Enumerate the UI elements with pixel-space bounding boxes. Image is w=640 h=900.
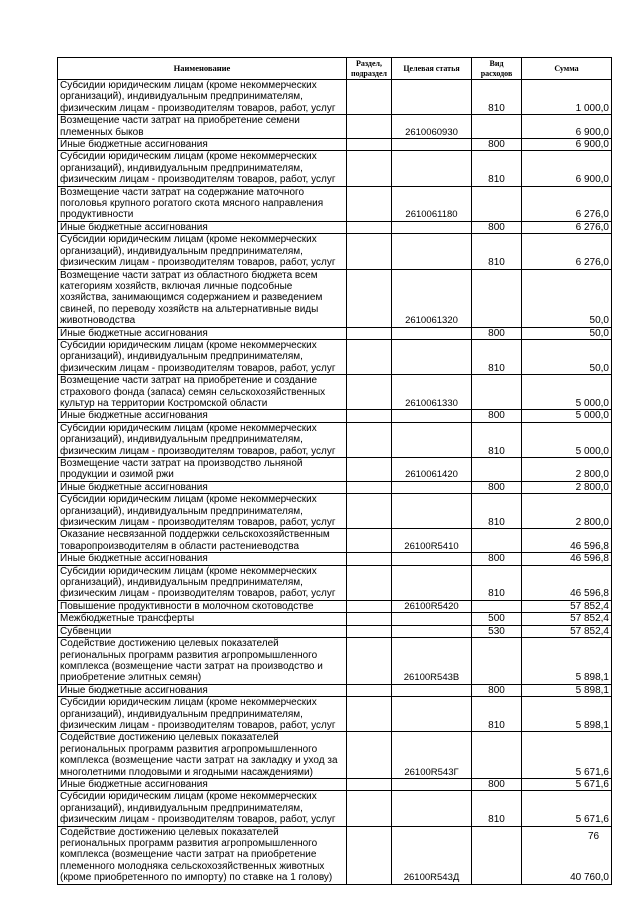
cell-kind: 530 [472, 625, 522, 637]
table-row [58, 600, 612, 612]
cell-sum: 5 898,1 [522, 638, 612, 685]
cell-sum: 50,0 [522, 269, 612, 327]
cell-name: Субсидии юридическим лицам (кроме некоммерческих организаций), индивидуальным предпринимателям, физическим лицам - производителям товаров, работ, услуг [58, 791, 347, 826]
cell-target [392, 422, 472, 457]
cell-section [347, 638, 392, 685]
table-row [58, 269, 612, 327]
cell-target [392, 139, 472, 151]
cell-sum: 6 276,0 [522, 221, 612, 233]
table-body [58, 80, 612, 885]
cell-sum: 46 596,8 [522, 565, 612, 600]
cell-target: 2610061420 [392, 458, 472, 482]
cell-kind: 810 [472, 422, 522, 457]
cell-target: 26100R543Г [392, 732, 472, 779]
cell-section [347, 553, 392, 565]
table-row [58, 115, 612, 139]
table-row [58, 684, 612, 696]
table-row [58, 625, 612, 637]
cell-target [392, 339, 472, 374]
cell-target: 26100R543Д [392, 826, 472, 884]
cell-name: Иные бюджетные ассигнования [58, 481, 347, 493]
cell-target: 26100R5410 [392, 529, 472, 553]
table-row [58, 565, 612, 600]
cell-target [392, 791, 472, 826]
cell-target [392, 553, 472, 565]
cell-section [347, 186, 392, 221]
cell-target [392, 234, 472, 269]
table-row [58, 327, 612, 339]
cell-section [347, 684, 392, 696]
table-row [58, 638, 612, 685]
cell-sum: 5 898,1 [522, 697, 612, 732]
cell-kind [472, 115, 522, 139]
cell-sum: 2 800,0 [522, 494, 612, 529]
cell-name: Возмещение части затрат на приобретение семени племенных быков [58, 115, 347, 139]
cell-section [347, 327, 392, 339]
cell-name: Межбюджетные трансферты [58, 613, 347, 625]
cell-section [347, 422, 392, 457]
table-row [58, 375, 612, 410]
cell-name: Субсидии юридическим лицам (кроме некоммерческих организаций), индивидуальным предпринимателям, физическим лицам - производителям товаров, работ, услуг [58, 151, 347, 186]
table-row [58, 139, 612, 151]
cell-section [347, 826, 392, 884]
cell-sum: 46 596,8 [522, 529, 612, 553]
cell-section [347, 778, 392, 790]
cell-name: Иные бюджетные ассигнования [58, 327, 347, 339]
cell-target [392, 565, 472, 600]
cell-name: Субсидии юридическим лицам (кроме некоммерческих организаций), индивидуальным предпринимателям, физическим лицам - производителям товаров, работ, услуг [58, 422, 347, 457]
table-header-row [58, 58, 612, 80]
cell-section [347, 269, 392, 327]
cell-section [347, 732, 392, 779]
cell-sum: 5 671,6 [522, 732, 612, 779]
budget-table [57, 57, 612, 885]
cell-name: Субсидии юридическим лицам (кроме некоммерческих организаций), индивидуальным предпринимателям, физическим лицам - производителям товаров, работ, услуг [58, 494, 347, 529]
cell-target [392, 684, 472, 696]
cell-name: Повышение продуктивности в молочном скотоводстве [58, 600, 347, 612]
cell-name: Содействие достижению целевых показателей региональных программ развития агропромышленного комплекса (возмещение части затрат на производство и приобретение элитных семян) [58, 638, 347, 685]
cell-kind: 800 [472, 684, 522, 696]
header-name: Наименование [58, 58, 347, 80]
table-row [58, 234, 612, 269]
cell-section [347, 80, 392, 115]
cell-section [347, 494, 392, 529]
cell-kind: 810 [472, 565, 522, 600]
cell-target: 2610061180 [392, 186, 472, 221]
cell-sum: 6 900,0 [522, 115, 612, 139]
cell-target [392, 778, 472, 790]
table-row [58, 422, 612, 457]
cell-target [392, 625, 472, 637]
cell-sum: 5 671,6 [522, 791, 612, 826]
cell-section [347, 613, 392, 625]
cell-sum: 50,0 [522, 339, 612, 374]
cell-name: Иные бюджетные ассигнования [58, 221, 347, 233]
cell-sum: 40 760,0 [522, 826, 612, 884]
header-kind: Вид расходов [472, 58, 522, 80]
cell-sum: 2 800,0 [522, 458, 612, 482]
cell-name: Возмещение части затрат из областного бюджета всем категориям хозяйств, включая личные подсобные хозяйства, занимающимся содержанием и разведением свиней, по переводу хозяйств на альтернативные виды животноводства [58, 269, 347, 327]
table-row [58, 529, 612, 553]
cell-sum: 2 800,0 [522, 481, 612, 493]
header-sum: Сумма [522, 58, 612, 80]
cell-target [392, 410, 472, 422]
cell-name: Иные бюджетные ассигнования [58, 684, 347, 696]
header-section: Раздел, подраздел [347, 58, 392, 80]
page-number: 76 [588, 831, 600, 842]
table-row [58, 791, 612, 826]
cell-section [347, 481, 392, 493]
cell-kind [472, 600, 522, 612]
cell-target [392, 481, 472, 493]
cell-name: Иные бюджетные ассигнования [58, 139, 347, 151]
cell-kind: 810 [472, 697, 522, 732]
cell-target: 26100R5420 [392, 600, 472, 612]
cell-kind: 800 [472, 553, 522, 565]
cell-section [347, 375, 392, 410]
cell-sum: 57 852,4 [522, 625, 612, 637]
cell-sum: 5 000,0 [522, 422, 612, 457]
table-row [58, 553, 612, 565]
cell-section [347, 221, 392, 233]
cell-name: Субсидии юридическим лицам (кроме некоммерческих организаций), индивидуальным предпринимателям, физическим лицам - производителям товаров, работ, услуг [58, 339, 347, 374]
table-row [58, 494, 612, 529]
cell-kind: 810 [472, 339, 522, 374]
cell-kind [472, 529, 522, 553]
cell-target [392, 327, 472, 339]
cell-name: Иные бюджетные ассигнования [58, 778, 347, 790]
table-row [58, 481, 612, 493]
cell-sum: 50,0 [522, 327, 612, 339]
table-row [58, 458, 612, 482]
cell-name: Оказание несвязанной поддержки сельскохозяйственным товаропроизводителям в области растениеводства [58, 529, 347, 553]
cell-kind: 800 [472, 778, 522, 790]
cell-name: Иные бюджетные ассигнования [58, 553, 347, 565]
cell-target: 26100R543В [392, 638, 472, 685]
cell-target [392, 494, 472, 529]
header-target: Целевая статья [392, 58, 472, 80]
cell-sum: 57 852,4 [522, 613, 612, 625]
table-row [58, 697, 612, 732]
cell-kind: 800 [472, 410, 522, 422]
table-row [58, 151, 612, 186]
cell-sum: 6 276,0 [522, 234, 612, 269]
cell-sum: 46 596,8 [522, 553, 612, 565]
cell-section [347, 791, 392, 826]
cell-kind [472, 458, 522, 482]
cell-target [392, 151, 472, 186]
cell-section [347, 234, 392, 269]
cell-section [347, 625, 392, 637]
cell-kind: 810 [472, 151, 522, 186]
cell-section [347, 458, 392, 482]
table-row [58, 339, 612, 374]
cell-section [347, 339, 392, 374]
cell-section [347, 151, 392, 186]
cell-section [347, 600, 392, 612]
cell-kind [472, 638, 522, 685]
table-row [58, 613, 612, 625]
cell-name: Субвенции [58, 625, 347, 637]
cell-section [347, 139, 392, 151]
cell-kind: 500 [472, 613, 522, 625]
cell-target: 2610060930 [392, 115, 472, 139]
cell-name: Возмещение части затрат на приобретение и создание страхового фонда (запаса) семян сельскохозяйственных культур на территории Костромской области [58, 375, 347, 410]
cell-name: Субсидии юридическим лицам (кроме некоммерческих организаций), индивидуальным предпринимателям, физическим лицам - производителям товаров, работ, услуг [58, 697, 347, 732]
cell-sum: 6 900,0 [522, 139, 612, 151]
cell-section [347, 410, 392, 422]
cell-kind: 810 [472, 80, 522, 115]
cell-target [392, 697, 472, 732]
cell-sum: 1 000,0 [522, 80, 612, 115]
cell-section [347, 565, 392, 600]
cell-name: Субсидии юридическим лицам (кроме некоммерческих организаций), индивидуальным предпринимателям, физическим лицам - производителям товаров, работ, услуг [58, 234, 347, 269]
cell-kind [472, 826, 522, 884]
cell-kind [472, 375, 522, 410]
table-row [58, 80, 612, 115]
cell-name: Содействие достижению целевых показателей региональных программ развития агропромышленного комплекса (возмещение части затрат на закладку и уход за многолетними плодовыми и ягодными насаждениями) [58, 732, 347, 779]
cell-sum: 5 000,0 [522, 375, 612, 410]
cell-target [392, 221, 472, 233]
table-row [58, 221, 612, 233]
cell-sum: 6 900,0 [522, 151, 612, 186]
cell-target: 2610061320 [392, 269, 472, 327]
cell-kind [472, 186, 522, 221]
cell-kind [472, 269, 522, 327]
cell-sum: 57 852,4 [522, 600, 612, 612]
cell-kind: 800 [472, 481, 522, 493]
cell-name: Иные бюджетные ассигнования [58, 410, 347, 422]
cell-kind: 800 [472, 139, 522, 151]
cell-kind: 800 [472, 327, 522, 339]
table-row [58, 778, 612, 790]
cell-name: Субсидии юридическим лицам (кроме некоммерческих организаций), индивидуальным предпринимателям, физическим лицам - производителям товаров, работ, услуг [58, 565, 347, 600]
cell-sum: 6 276,0 [522, 186, 612, 221]
table-row [58, 826, 612, 884]
cell-target [392, 613, 472, 625]
cell-sum: 5 898,1 [522, 684, 612, 696]
table-row [58, 186, 612, 221]
cell-kind [472, 732, 522, 779]
table-row [58, 410, 612, 422]
cell-sum: 5 000,0 [522, 410, 612, 422]
cell-section [347, 115, 392, 139]
cell-section [347, 529, 392, 553]
table-row [58, 732, 612, 779]
cell-kind: 800 [472, 221, 522, 233]
cell-kind: 810 [472, 791, 522, 826]
cell-name: Содействие достижению целевых показателей региональных программ развития агропромышленного комплекса (возмещение части затрат на приобретение племенного молодняка сельскохозяйственных животных (кроме приобретенного по импорту) по ставке на 1 голову) [58, 826, 347, 884]
cell-section [347, 697, 392, 732]
cell-target [392, 80, 472, 115]
cell-sum: 5 671,6 [522, 778, 612, 790]
cell-kind: 810 [472, 234, 522, 269]
cell-kind: 810 [472, 494, 522, 529]
cell-name: Возмещение части затрат на производство льняной продукции и озимой ржи [58, 458, 347, 482]
cell-name: Возмещение части затрат на содержание маточного поголовья крупного рогатого скота мясного направления продуктивности [58, 186, 347, 221]
cell-target: 2610061330 [392, 375, 472, 410]
cell-name: Субсидии юридическим лицам (кроме некоммерческих организаций), индивидуальным предпринимателям, физическим лицам - производителям товаров, работ, услуг [58, 80, 347, 115]
